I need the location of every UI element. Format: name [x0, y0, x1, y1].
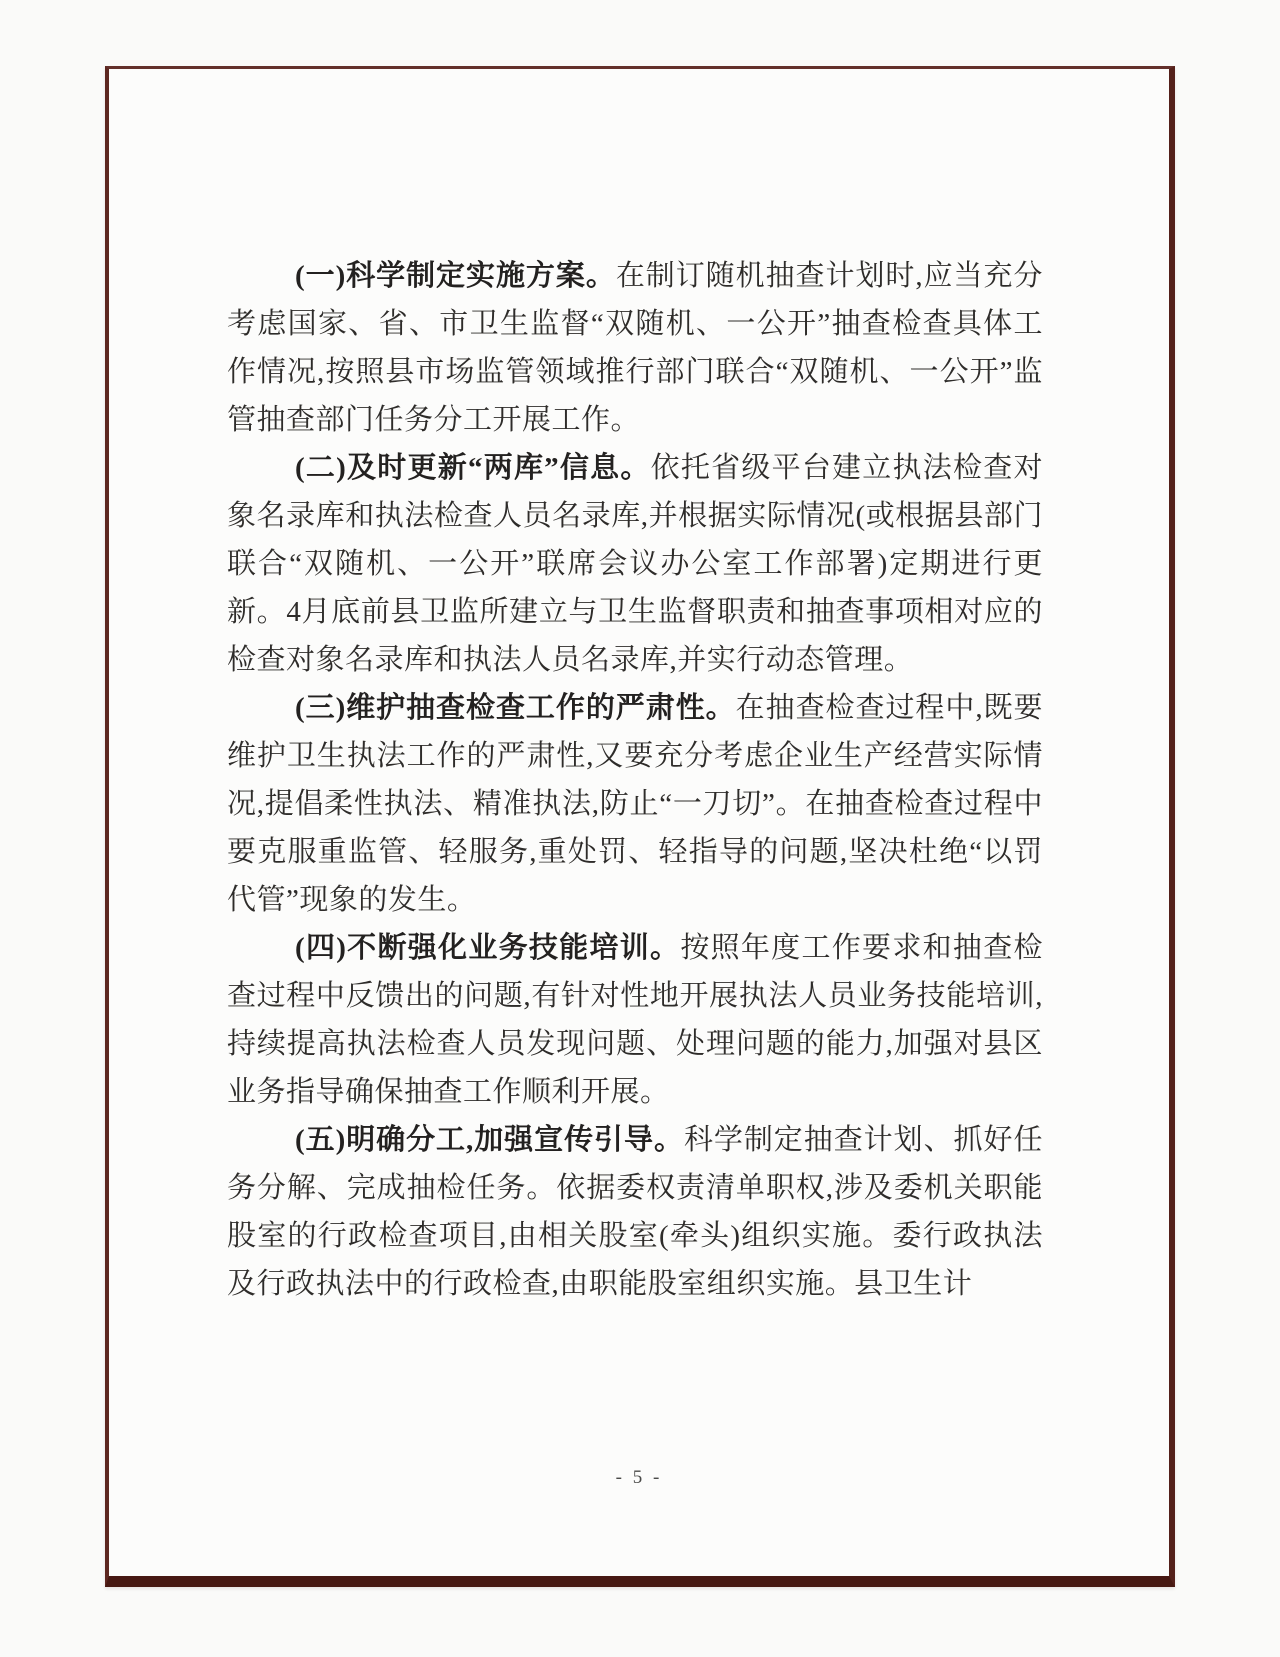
paragraph-section-2-heading: (二)及时更新“两库”信息。 — [295, 452, 651, 484]
paragraph-section-5-heading: (五)明确分工,加强宣传引导。 — [295, 1124, 684, 1156]
paragraph-section-2-body: 依托省级平台建立执法检查对象名录库和执法检查人员名录库,并根据实际情况(或根据县部门联合“双随机、一公开”联席会议办公室工作部署)定期进行更新。4月底前县卫监所建立与卫生监督职责和抽查事项相对应的检查对象名录库和执法人员名录库,并实行动态管理。 — [227, 452, 1043, 676]
paragraph-section-2 — [227, 444, 1043, 684]
paragraph-section-3 — [227, 684, 1043, 924]
paragraph-section-4-body: 按照年度工作要求和抽查检查过程中反馈出的问题,有针对性地开展执法人员业务技能培训,持续提高执法检查人员发现问题、处理问题的能力,加强对县区业务指导确保抽查工作顺利开展。 — [227, 932, 1043, 1108]
paragraph-section-1-body: 在制订随机抽查计划时,应当充分考虑国家、省、市卫生监督“双随机、一公开”抽查检查具体工作情况,按照县市场监管领域推行部门联合“双随机、一公开”监管抽查部门任务分工开展工作。 — [227, 260, 1043, 436]
paragraph-section-4 — [227, 924, 1043, 1116]
page-number: - 5 - — [615, 1467, 663, 1488]
paragraph-section-1 — [227, 252, 1043, 444]
paragraph-section-4-heading: (四)不断强化业务技能培训。 — [295, 932, 681, 964]
paragraph-section-3-heading: (三)维护抽查检查工作的严肃性。 — [295, 692, 736, 724]
paragraph-section-1-heading: (一)科学制定实施方案。 — [295, 260, 616, 292]
paragraph-section-5-body: 科学制定抽查计划、抓好任务分解、完成抽检任务。依据委权责清单职权,涉及委机关职能股室的行政检查项目,由相关股室(牵头)组织实施。委行政执法及行政执法中的行政检查,由职能股室组织实施。县卫生计 — [227, 1124, 1043, 1300]
paragraph-section-3-body: 在抽查检查过程中,既要维护卫生执法工作的严肃性,又要充分考虑企业生产经营实际情况,提倡柔性执法、精准执法,防止“一刀切”。在抽查检查过程中要克服重监管、轻服务,重处罚、轻指导的问题,坚决杜绝“以罚代管”现象的发生。 — [227, 692, 1043, 916]
paragraph-section-5 — [227, 1116, 1043, 1308]
page-border-frame — [105, 66, 1175, 1587]
document-body — [227, 252, 1043, 1308]
